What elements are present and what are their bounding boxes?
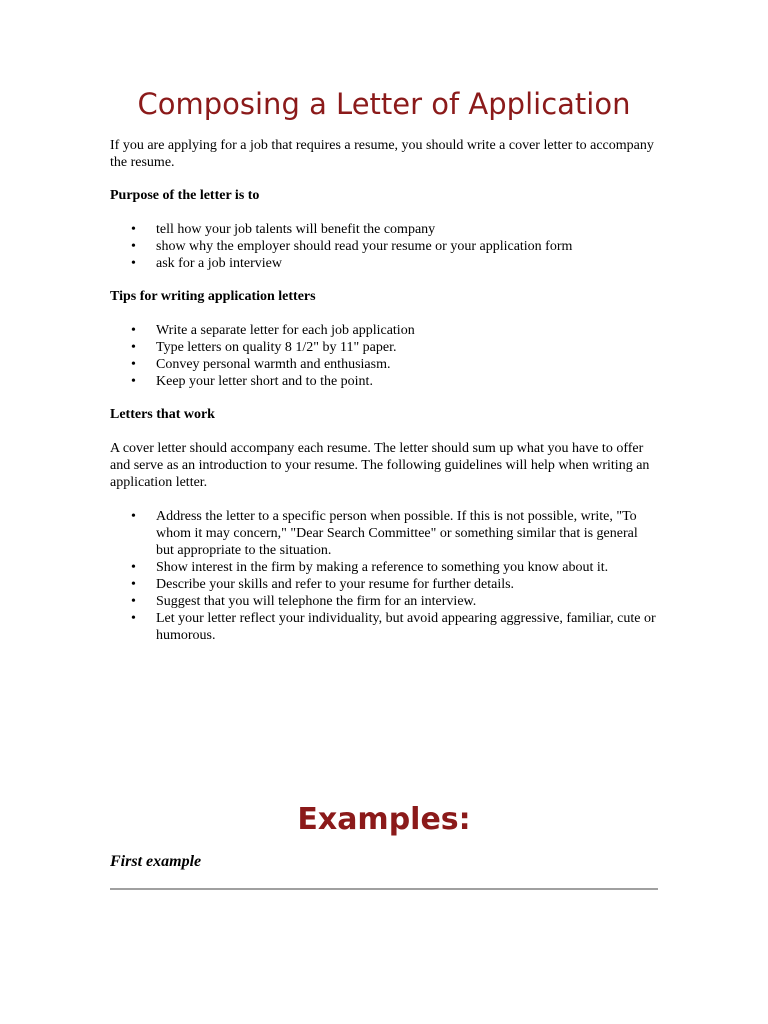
list-item: • Address the letter to a specific person when possible. If this is not possible, write, "To whom it may concern," "Dear Search Committee" or something similar that is general but appropriate to the situation. <box>156 508 658 559</box>
purpose-heading: Purpose of the letter is to <box>110 188 260 203</box>
purpose-list <box>110 221 658 272</box>
list-item: • Describe your skills and refer to your resume for further details. <box>156 576 658 593</box>
list-item: • Let your letter reflect your individuality, but avoid appearing aggressive, familiar, cute or humorous. <box>156 610 658 644</box>
examples-heading: Examples: <box>297 802 471 837</box>
list-item: • show why the employer should read your resume or your application form <box>156 238 658 255</box>
list-item: • ask for a job interview <box>156 255 658 272</box>
intro-paragraph: If you are applying for a job that requires a resume, you should write a cover letter to accompany the resume. <box>110 138 654 170</box>
tips-heading: Tips for writing application letters <box>110 289 316 304</box>
document-page <box>110 0 658 890</box>
list-item: • tell how your job talents will benefit the company <box>156 221 658 238</box>
list-item: • Keep your letter short and to the point. <box>156 373 658 390</box>
guidelines-list <box>110 508 658 644</box>
letters-that-work-heading: Letters that work <box>110 407 215 422</box>
list-item: • Show interest in the firm by making a reference to something you know about it. <box>156 559 658 576</box>
letters-that-work-paragraph: A cover letter should accompany each resume. The letter should sum up what you have to offer and serve as an introduction to your resume. The following guidelines will help when writing an application letter. <box>110 441 650 490</box>
page-title: Composing a Letter of Application <box>137 87 631 121</box>
horizontal-rule <box>110 888 658 890</box>
tips-list <box>110 322 658 390</box>
list-item: • Type letters on quality 8 1/2" by 11" paper. <box>156 339 658 356</box>
list-item: • Convey personal warmth and enthusiasm. <box>156 356 658 373</box>
list-item: • Suggest that you will telephone the firm for an interview. <box>156 593 658 610</box>
list-item: • Write a separate letter for each job application <box>156 322 658 339</box>
first-example-label: First example <box>110 853 202 870</box>
